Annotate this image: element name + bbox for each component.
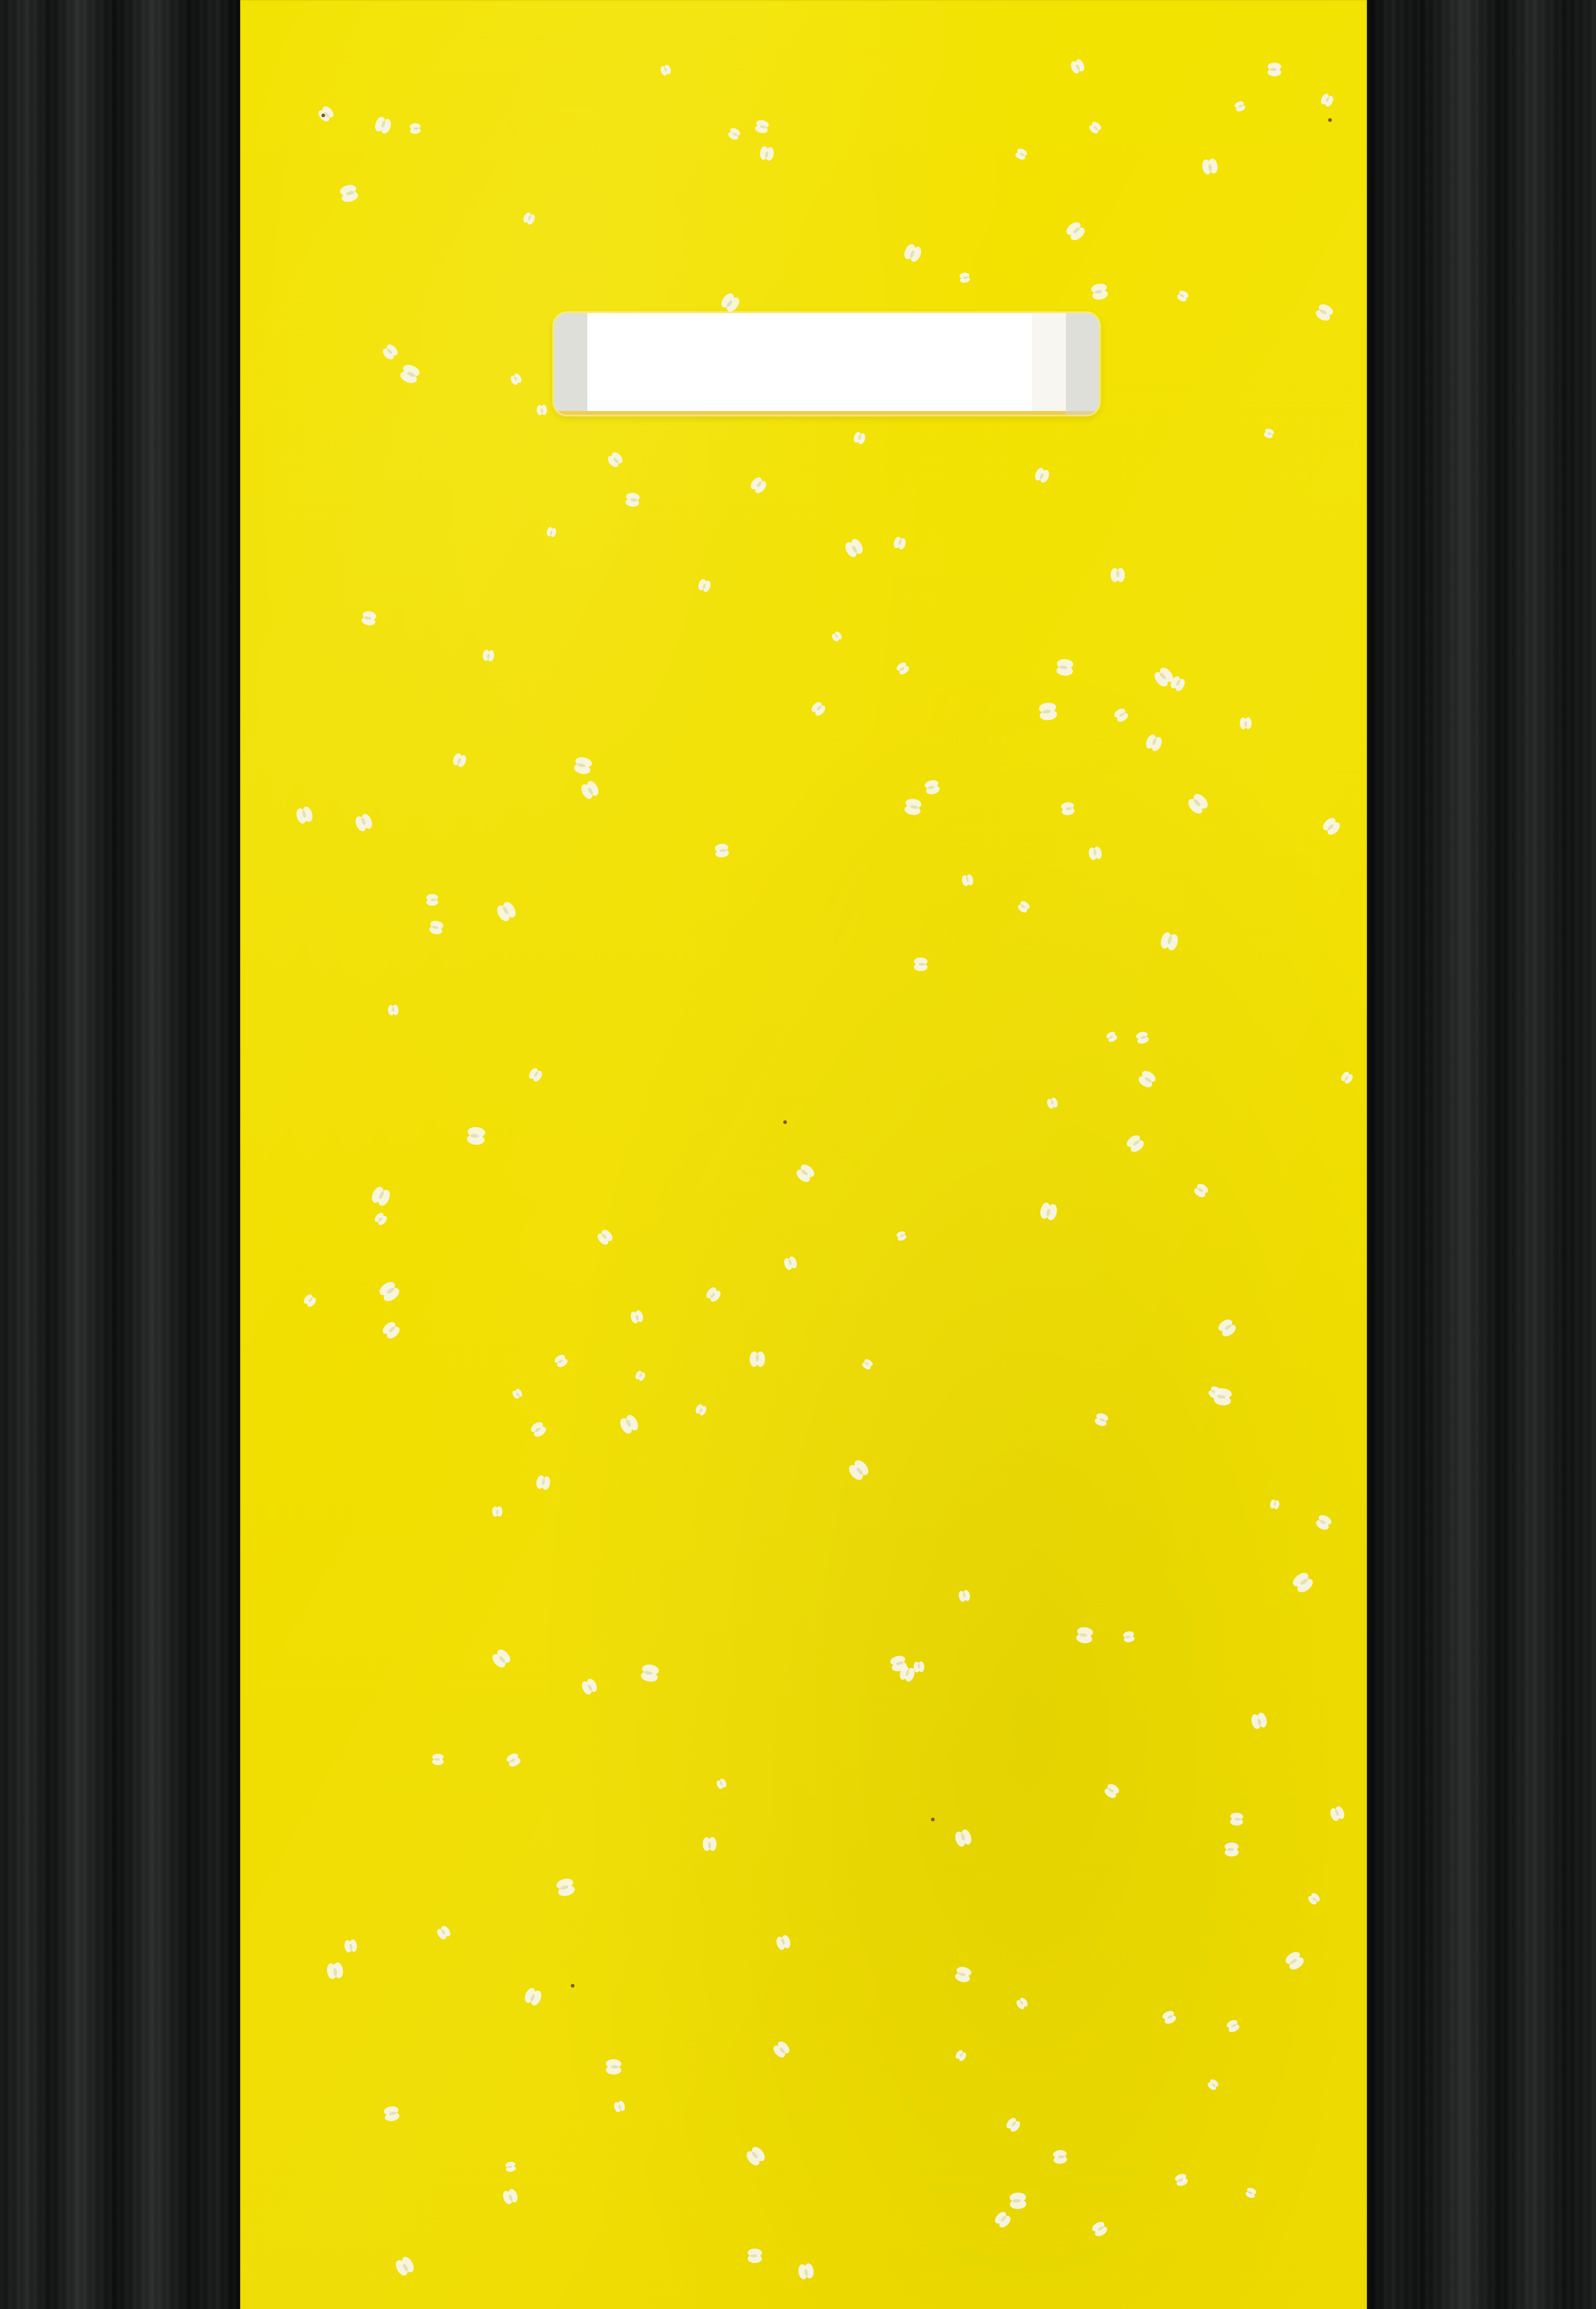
insect xyxy=(1314,1513,1333,1532)
insect xyxy=(1263,428,1275,439)
insect xyxy=(505,1752,522,1768)
insect xyxy=(393,2255,416,2278)
insect xyxy=(831,630,843,643)
insect xyxy=(529,1420,548,1439)
insect xyxy=(775,1934,792,1951)
insect xyxy=(527,1066,544,1083)
insect xyxy=(1088,120,1102,135)
insect xyxy=(1144,733,1163,752)
insect xyxy=(861,1358,874,1371)
insect xyxy=(1069,58,1086,75)
insect xyxy=(1192,1182,1209,1199)
debris-speck xyxy=(1328,118,1332,122)
insect xyxy=(1329,1805,1346,1823)
insect xyxy=(1225,1843,1239,1856)
insect xyxy=(553,1353,569,1369)
insect xyxy=(555,1877,576,1898)
insect xyxy=(354,812,374,833)
insect xyxy=(1226,2019,1241,2034)
insect xyxy=(1094,1412,1109,1427)
insect xyxy=(714,843,730,858)
insect xyxy=(1230,1813,1244,1826)
insect xyxy=(924,779,941,796)
insect xyxy=(1090,2220,1109,2238)
insect xyxy=(904,798,922,816)
insect xyxy=(895,661,910,676)
insect xyxy=(429,920,444,935)
insect xyxy=(606,2059,622,2075)
insect xyxy=(1135,1031,1149,1045)
insect xyxy=(613,2100,626,2113)
insect xyxy=(954,1828,973,1848)
insect xyxy=(1088,846,1102,861)
blank-label-sticker xyxy=(554,313,1099,415)
right-frame-rail xyxy=(1367,0,1596,2309)
insect xyxy=(898,1665,916,1683)
insect xyxy=(1014,147,1028,161)
insect xyxy=(435,1924,453,1941)
insect xyxy=(426,894,438,906)
insect xyxy=(719,291,742,314)
insect xyxy=(755,119,770,134)
insect xyxy=(452,752,468,768)
insect xyxy=(1056,659,1074,676)
insect xyxy=(1283,1949,1306,1972)
insect xyxy=(302,1293,318,1308)
insect xyxy=(1268,62,1282,76)
insect xyxy=(535,1475,551,1491)
insect xyxy=(1052,2150,1067,2164)
insect xyxy=(697,578,712,593)
insect xyxy=(1233,100,1246,113)
insect xyxy=(1124,1133,1146,1154)
insect xyxy=(1185,792,1210,816)
insect xyxy=(750,1352,765,1367)
insect xyxy=(546,526,557,538)
insect xyxy=(511,1388,524,1400)
insect xyxy=(889,1654,908,1673)
insect xyxy=(387,1004,399,1015)
insect xyxy=(537,405,548,416)
insect xyxy=(1213,1387,1232,1406)
insect xyxy=(377,1279,401,1304)
insect xyxy=(1038,702,1058,721)
insect xyxy=(702,1837,717,1851)
insect xyxy=(373,1211,389,1227)
insect xyxy=(896,1230,907,1242)
insect xyxy=(715,1777,728,1790)
insect xyxy=(1250,1712,1269,1730)
insect xyxy=(1314,302,1335,323)
insect xyxy=(1004,2116,1022,2134)
insect xyxy=(482,649,495,662)
insect xyxy=(410,123,421,134)
insect xyxy=(1112,707,1130,724)
insect xyxy=(523,1986,544,2007)
insect xyxy=(1201,158,1219,175)
insect xyxy=(744,2145,767,2168)
insect xyxy=(502,2188,519,2205)
insect xyxy=(490,1647,513,1670)
insect xyxy=(727,127,742,141)
insect xyxy=(1034,466,1051,484)
insect xyxy=(505,2161,516,2173)
insect xyxy=(1321,816,1342,837)
insect xyxy=(843,537,865,559)
insect xyxy=(580,1677,599,1696)
insect xyxy=(629,1309,644,1324)
insect xyxy=(1270,1499,1280,1510)
insect xyxy=(295,805,314,824)
debris-speck xyxy=(783,1120,787,1124)
insect xyxy=(640,1663,660,1683)
insect xyxy=(399,363,421,385)
insect xyxy=(492,1506,502,1517)
insect xyxy=(893,536,907,550)
insect xyxy=(993,2210,1013,2230)
insect xyxy=(373,115,393,135)
insect xyxy=(1319,92,1335,108)
insect xyxy=(1123,1631,1135,1643)
left-frame-rail xyxy=(0,0,240,2309)
insect xyxy=(704,1286,722,1304)
insect xyxy=(1016,900,1031,914)
insect xyxy=(573,756,593,775)
insect xyxy=(748,2249,762,2263)
insect xyxy=(1064,220,1087,243)
insect xyxy=(1206,2078,1220,2091)
insect xyxy=(466,1126,485,1145)
insect xyxy=(694,1403,707,1416)
insect xyxy=(1207,1384,1223,1401)
insect xyxy=(1307,1892,1322,1906)
insect xyxy=(659,64,672,76)
insect xyxy=(522,211,537,226)
insect xyxy=(1216,1317,1238,1339)
insect xyxy=(1111,568,1125,582)
insect xyxy=(913,1661,925,1673)
insect xyxy=(794,1162,816,1185)
yellow-sticky-trap xyxy=(240,0,1367,2309)
insect xyxy=(954,1965,972,1983)
insect xyxy=(618,1413,641,1436)
insect xyxy=(344,1939,357,1953)
insect xyxy=(1137,1069,1157,1089)
debris-speck xyxy=(931,1818,935,1821)
label-bottom-stripe xyxy=(554,411,1099,415)
insect xyxy=(625,492,640,508)
insect xyxy=(961,874,974,887)
debris-speck xyxy=(571,1984,574,1988)
insect xyxy=(1152,665,1176,689)
insect xyxy=(326,1962,344,1980)
insect xyxy=(579,779,601,801)
insect xyxy=(846,1458,871,1482)
insect xyxy=(1174,2172,1189,2187)
insect xyxy=(1239,717,1252,730)
insect xyxy=(1039,1202,1058,1221)
insect xyxy=(1046,1097,1059,1110)
insect xyxy=(634,1370,646,1382)
debris-speck xyxy=(321,114,325,117)
insect xyxy=(958,1590,971,1602)
insect xyxy=(432,1754,444,1765)
insect xyxy=(1015,1996,1029,2011)
insect xyxy=(316,104,335,123)
insect xyxy=(771,2039,792,2060)
insect xyxy=(783,1255,798,1271)
insect xyxy=(369,1185,392,1208)
insect xyxy=(1169,675,1187,693)
insect xyxy=(1103,1782,1121,1800)
insect xyxy=(339,183,359,204)
insect xyxy=(852,431,867,445)
insect xyxy=(959,272,970,283)
insect xyxy=(1290,1570,1315,1595)
insect xyxy=(1076,1626,1094,1644)
insect xyxy=(383,2105,400,2122)
insect xyxy=(1245,2187,1257,2199)
insect xyxy=(1061,802,1075,816)
insect xyxy=(954,2049,967,2062)
insect xyxy=(810,700,827,718)
insect xyxy=(759,146,774,161)
insect xyxy=(1161,2009,1177,2025)
insect xyxy=(1340,1070,1354,1085)
insect xyxy=(381,343,399,362)
insect xyxy=(381,1320,402,1341)
insect xyxy=(1159,931,1179,951)
insect xyxy=(749,475,768,495)
insect xyxy=(361,610,377,626)
insect xyxy=(1010,2192,1027,2209)
insect xyxy=(596,1228,615,1247)
insect xyxy=(606,450,625,469)
insect xyxy=(495,900,518,923)
insect xyxy=(914,957,928,971)
insect xyxy=(509,373,523,387)
insect xyxy=(798,2263,815,2280)
insect xyxy=(1105,1030,1118,1043)
label-center-area xyxy=(587,313,1032,415)
insect xyxy=(902,242,923,263)
insect xyxy=(1090,283,1109,301)
insect xyxy=(1176,289,1190,303)
